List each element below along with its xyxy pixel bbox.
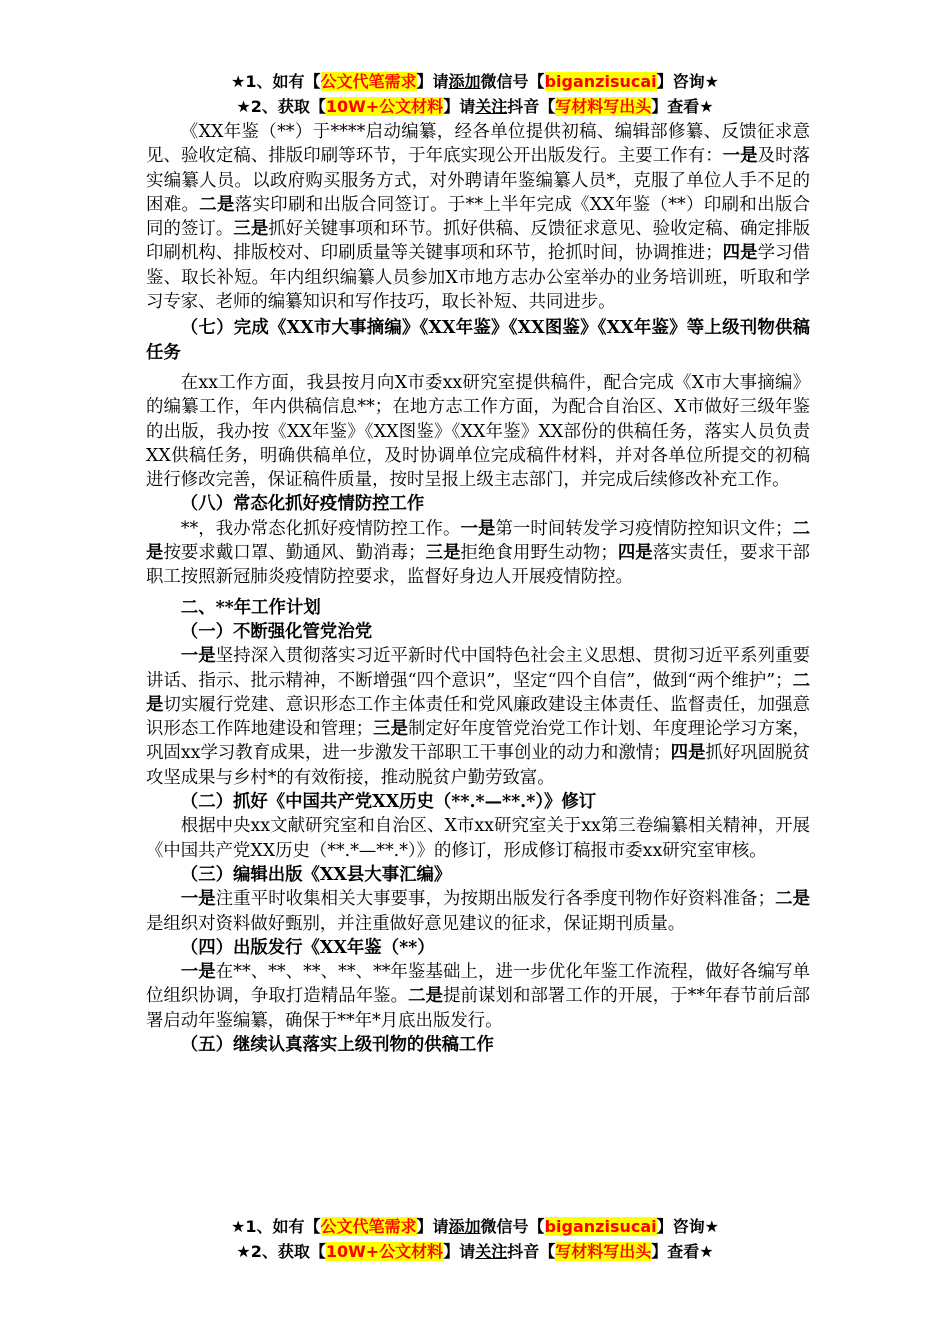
promo-banner-bottom-1 (0, 1215, 950, 1239)
banner-text: 抖音【 (507, 1242, 556, 1261)
paragraph-publish: 一是在**、**、**、**、**年鉴基础上，进一步优化年鉴工作流程，做好各编写单位组织协调，争取打造精品年鉴。二是提前谋划和部署工作的开展，于**年春节前后部署启动年鉴编纂，确保于**年*月底出版发行。 (146, 962, 810, 1031)
banner-text: ★1、如有【 (231, 72, 321, 91)
banner-highlight: 10W+公文材料 (325, 97, 444, 116)
banner-highlight: 公文代笔需求 (320, 1217, 417, 1236)
banner-highlight: biganzisucai (544, 1217, 657, 1236)
promo-banner-top-2 (0, 95, 950, 119)
banner-text: 】咨询★ (656, 1217, 719, 1236)
promo-banner-top-1 (0, 70, 950, 94)
paragraph-party: 一是坚持深入贯彻落实习近平新时代中国特色社会主义思想、贯彻习近平系列重要讲话、指示、批示精神，不断增强“四个意识”，坚定“四个自信”，做到“两个维护”；二是切实履行党建、意识形态工作主体责任和党风廉政建设主体责任、监督责任，加强意识形态工作阵地建设和管理；三是制定好年度管党治党工作计划、年度理论学习方案，巩固xx学习教育成果，进一步激发干部职工干事创业的动力和激情；四是抓好巩固脱贫攻坚成果与乡村*的有效衔接，推动脱贫户勤劳致富。 (146, 646, 810, 788)
banner-text: 微信号【 (480, 72, 545, 91)
banner-text: 】请 (416, 72, 449, 91)
banner-highlight: biganzisucai (544, 72, 657, 91)
paragraph-contribution: 在xx工作方面，我县按月向X市委xx研究室提供稿件，配合完成《X市大事摘编》的编纂工作，年内供稿信息**；在地方志工作方面，为配合自治区、X市做好三级年鉴的出版，我办按《XX年鉴》《XX图鉴》《XX年鉴》XX部份的供稿任务，落实人员负责XX供稿任务，明确供稿单位，及时协调单位完成稿件材料，并对各单位所提交的初稿进行修改完善，保证稿件质量，按时呈报上级主志部门，并完成后续修改补充工作。 (146, 372, 810, 491)
banner-text: 】咨询★ (656, 72, 719, 91)
heading-sub-5: （五）继续认真落实上级刊物的供稿工作 (180, 1034, 494, 1055)
heading-sub-1: （一）不断强化管党治党 (180, 621, 373, 642)
paragraph-events: 一是注重平时收集相关大事要事，为按期出版发行各季度刊物作好资料准备；二是是组织对资料做好甄别，并注重做好意见建议的征求，保证期刊质量。 (146, 889, 810, 934)
heading-sub-4: （四）出版发行《XX年鉴（**） (180, 937, 435, 958)
banner-underline: 关注 (475, 1242, 508, 1261)
banner-highlight: 写材料写出头 (555, 1242, 652, 1261)
banner-underline: 添加 (448, 1217, 481, 1236)
banner-text: 】请 (443, 1242, 476, 1261)
paragraph-epidemic: **，我办常态化抓好疫情防控工作。一是第一时间转发学习疫情防控知识文件；二是按要求戴口罩、勤通风、勤消毒；三是拒绝食用野生动物；四是落实责任，要求干部职工按照新冠肺炎疫情防控要求，监督好身边人开展疫情防控。 (146, 518, 810, 588)
banner-text: ★1、如有【 (231, 1217, 321, 1236)
banner-text: 】请 (443, 97, 476, 116)
banner-highlight: 写材料写出头 (555, 97, 652, 116)
banner-highlight: 公文代笔需求 (320, 72, 417, 91)
heading-part-2: 二、**年工作计划 (180, 597, 321, 618)
heading-section-8: （八）常态化抓好疫情防控工作 (180, 494, 425, 515)
heading-sub-3: （三）编辑出版《XX县大事汇编》 (180, 864, 452, 885)
paragraph-yearbook: 《XX年鉴（**）于****启动编纂，经各单位提供初稿、编辑部修纂、反馈征求意见、验收定稿、排版印刷等环节，于年底实现公开出版发行。主要工作有：一是及时落实编纂人员。以政府购买服务方式，对外聘请年鉴编纂人员*，克服了单位人手不足的困难。二是落实印刷和出版合同签订。于**上半年完成《XX年鉴（**）印刷和出版合同的签订。三是抓好关键事项和环节。抓好供稿、反馈征求意见、验收定稿、确定排版印刷机构、排版校对、印刷质量等关键事项和环节，抢抓时间，协调推进；四是学习借鉴、取长补短。年内组织编纂人员参加X市地方志办公室举办的业务培训班，听取和学习专家、老师的编纂知识和写作技巧，取长补短、共同进步。 (146, 122, 810, 313)
banner-underline: 添加 (448, 72, 481, 91)
banner-text: 微信号【 (480, 1217, 545, 1236)
heading-sub-2: （二）抓好《中国共产党XX历史（**.*—**.*）》修订 (180, 792, 597, 813)
banner-text: 】请 (416, 1217, 449, 1236)
paragraph-history: 根据中央xx文献研究室和自治区、X市xx研究室关于xx第三卷编纂相关精神，开展《中国共产党XX历史（**.*—**.*）》的修订，形成修订稿报市委xx研究室审核。 (146, 816, 810, 861)
banner-text: ★2、获取【 (236, 1242, 326, 1261)
document-body (146, 120, 810, 1057)
banner-text: 】查看★ (651, 1242, 714, 1261)
banner-text: 】查看★ (651, 97, 714, 116)
heading-section-7: （七）完成《XX市大事摘编》《XX年鉴》《XX图鉴》《XX年鉴》等上级刊物供稿任务 (146, 318, 810, 363)
banner-underline: 关注 (475, 97, 508, 116)
banner-text: ★2、获取【 (236, 97, 326, 116)
promo-banner-bottom-2 (0, 1240, 950, 1264)
banner-text: 抖音【 (507, 97, 556, 116)
banner-highlight: 10W+公文材料 (325, 1242, 444, 1261)
